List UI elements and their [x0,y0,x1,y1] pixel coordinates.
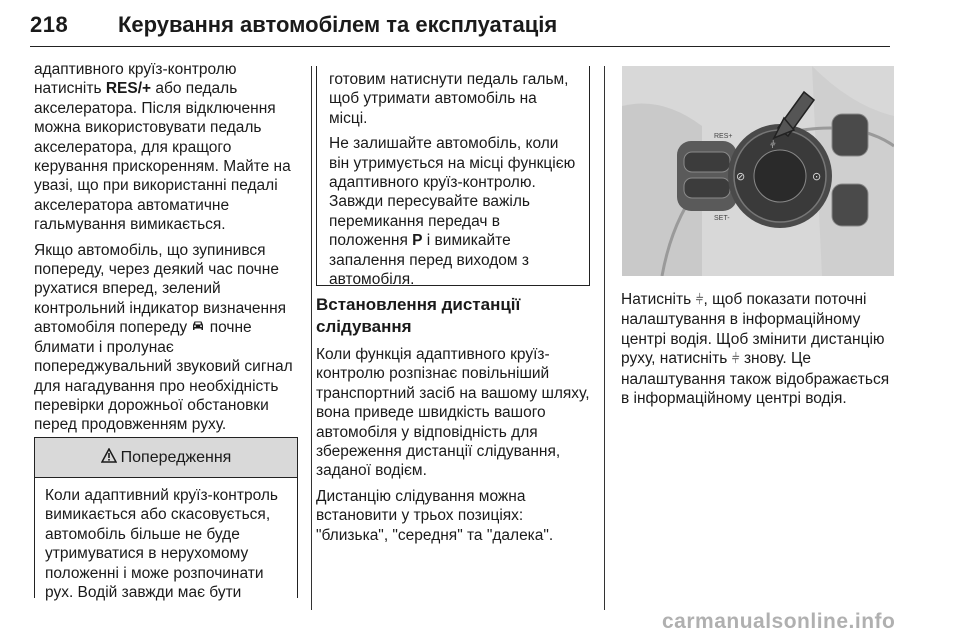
paragraph [34,60,302,235]
warning-box [34,437,298,602]
paragraph: Дистанцію слідування можна встановити у трьох позиціях: "близька", "середня" та "далека". [316,487,554,544]
section-heading: Встановлення дистанції слідування [316,295,521,336]
warning-box-continued [316,66,590,289]
text-span: знову. Це налаштування також відображається в інформаційному центрі водія. [621,350,890,408]
distance-icon: ⫩ [695,292,704,308]
warning-triangle-icon [101,448,117,468]
distance-button-icon: ⫩ [770,140,776,151]
column-1 [34,60,302,441]
page-header [30,12,890,47]
paragraph [621,290,896,408]
steering-wheel-controls-figure [622,66,894,276]
warning-continued-text [317,66,589,289]
column-divider [604,66,605,610]
paragraph [329,134,577,289]
distance-icon: ⫩ [731,351,740,368]
res-plus-label: RES/+ [105,80,152,98]
text-span: почне блимати і пролунає попереджувальний звуковий сигнал для нагадування про необхідність перевірки дорожньої обстановки перед продовженням руху. [34,319,293,434]
warning-header [35,438,297,478]
text-span: і вимикайте запалення перед виходом з автомобіля. [329,232,529,289]
vehicle-ahead-icon [191,319,205,336]
text-span: адаптивного круїз-контролю натисніть [34,61,237,98]
column-3 [621,290,896,414]
column-2-text [316,345,591,551]
park-position-label: P [412,232,423,250]
watermark: carmanualsonline.info [662,610,896,633]
warning-title: Попередження [120,448,232,466]
column-divider [311,66,312,610]
text-span: або педаль акселератора. Після відключення можна використовувати педаль акселератора, для кращого керування прискоренням. Майте на увазі, що при використанні педалі акселератора автоматичне гальмування вимикається. [34,80,291,234]
page-number: 218 [30,12,69,37]
set-label: SET- [714,215,730,222]
paragraph: Коли функція адаптивного круїз-контролю розпізнає повільніший транспортний засіб на вашому шляху, вона приведе швидкість вашого автомобіля у відповідність для збереження дистанції слідування, заданої водієм. [316,346,590,480]
paragraph: готовим натиснути педаль гальм, щоб утримати автомобіль на місці. [329,71,569,127]
warning-body: Коли адаптивний круїз-контроль вимикається або скасовується, автомобіль більше не буде утримуватися в нерухомому положенні і може розпочинати рух. Водій завжди має бути [45,487,278,602]
page-title: Керування автомобілем та експлуатація [118,12,558,37]
cruise-icon-right: ⊙ [812,170,822,183]
text-span: Якщо автомобіль, що зупинився попереду, через деякий час почне рухатися вперед, зелений контрольний індикатор визначення автомобіля попереду [34,241,287,337]
paragraph [34,241,302,435]
text-span: , щоб показати поточні налаштування в інформаційному центрі водія. Щоб змінити дистанцію руху, натисніть [621,291,885,368]
text-span: Не залишайте автомобіль, коли він утримується на місці функцією адаптивного круїз-контролю. Завжди пересувайте важіль перемикання передач в положення [329,135,576,250]
steering-wheel-illustration [622,66,894,276]
res-label: RES+ [714,133,733,140]
cruise-icon-left: ⊘ [736,170,746,183]
text-span: Натисніть [621,291,696,308]
